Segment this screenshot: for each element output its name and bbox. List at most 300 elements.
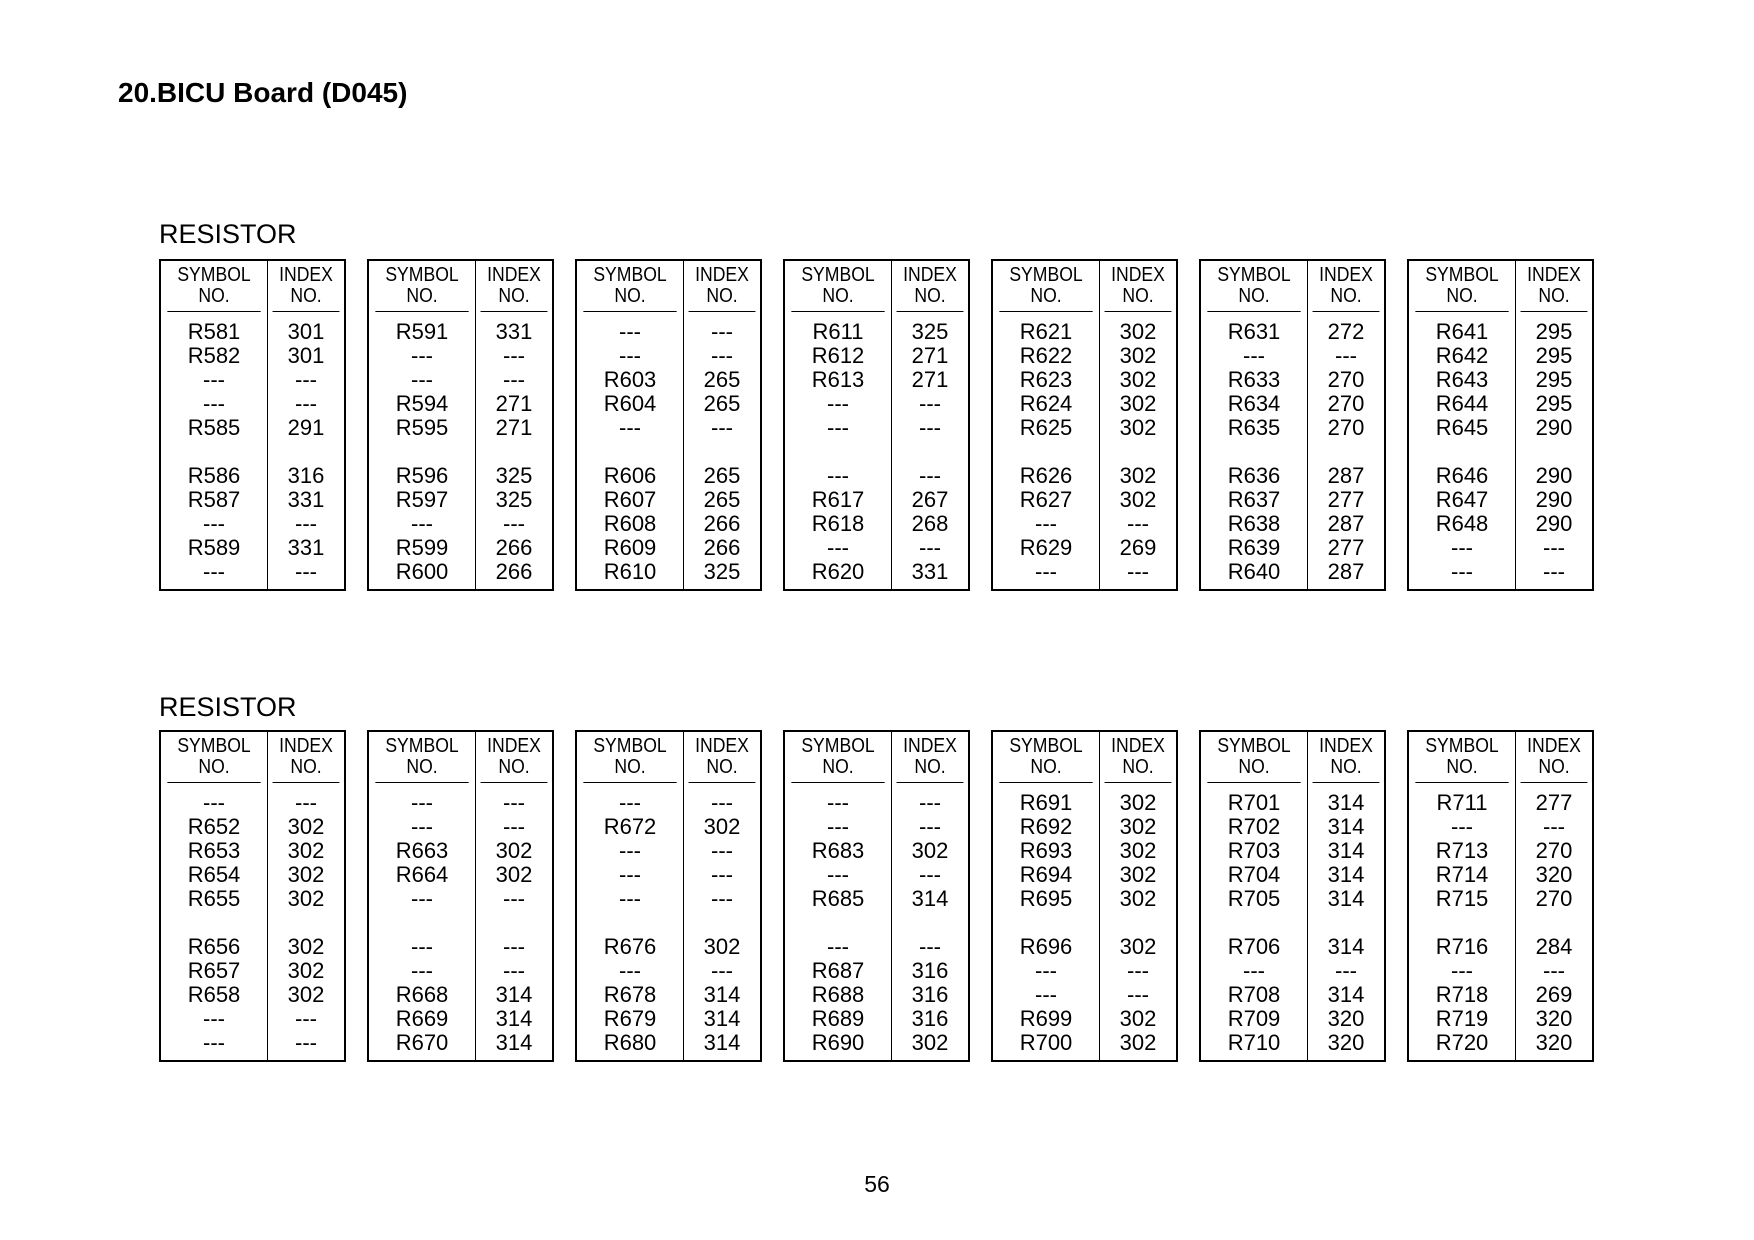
index-cell: 270: [1327, 391, 1365, 416]
symbol-cell: R716: [1435, 934, 1489, 959]
header-line: NO.: [290, 285, 322, 307]
symbol-cell: R608: [603, 511, 657, 536]
symbol-no-header: [791, 261, 884, 312]
symbol-no-header: [167, 732, 260, 783]
index-cell: ---: [503, 814, 525, 839]
index-cell: 302: [287, 958, 325, 983]
index-cell: ---: [1543, 814, 1565, 839]
symbol-column: [1409, 261, 1516, 589]
symbol-cell: R692: [1019, 814, 1073, 839]
index-cell: ---: [503, 934, 525, 959]
index-column: [476, 261, 552, 589]
parts-table: [575, 730, 762, 1062]
index-cell: 302: [1119, 415, 1157, 440]
symbol-cell: ---: [203, 1030, 225, 1055]
index-cell: 301: [287, 319, 325, 344]
header-line: NO.: [498, 756, 530, 778]
symbol-column: [785, 261, 892, 589]
parts-table: [159, 730, 346, 1062]
index-cell: 320: [1327, 1006, 1365, 1031]
index-cell: 314: [703, 1006, 741, 1031]
index-cell: 320: [1535, 862, 1573, 887]
index-cell: 269: [1119, 535, 1157, 560]
index-cell: 302: [911, 1030, 949, 1055]
symbol-cell: R696: [1019, 934, 1073, 959]
index-no-header: [1313, 261, 1380, 312]
symbol-cell: R658: [187, 982, 241, 1007]
symbol-column: [161, 732, 268, 1060]
index-cell: 316: [911, 1006, 949, 1031]
header-line: NO.: [1122, 756, 1154, 778]
symbol-cell: R706: [1227, 934, 1281, 959]
symbol-cell: ---: [1035, 958, 1057, 983]
symbol-column: [993, 732, 1100, 1060]
index-column: [1516, 732, 1592, 1060]
symbol-cell: R626: [1019, 463, 1073, 488]
symbol-cells: [161, 312, 267, 584]
symbol-cell: R663: [395, 838, 449, 863]
symbol-cell: R719: [1435, 1006, 1489, 1031]
index-cell: 331: [287, 535, 325, 560]
header-line: NO.: [1330, 756, 1362, 778]
symbol-cell: ---: [827, 934, 849, 959]
symbol-cell: ---: [619, 790, 641, 815]
symbol-cell: R646: [1435, 463, 1489, 488]
symbol-cell: R581: [187, 319, 241, 344]
symbol-cell: R633: [1227, 367, 1281, 392]
index-no-header: [897, 732, 964, 783]
index-no-header: [689, 732, 756, 783]
index-cell: ---: [1127, 559, 1149, 584]
symbol-cell: ---: [203, 1006, 225, 1031]
index-cells: [892, 783, 968, 1055]
symbol-cell: R653: [187, 838, 241, 863]
index-no-header: [1521, 261, 1588, 312]
index-cell: 302: [287, 982, 325, 1007]
header-line: SYMBOL: [385, 735, 459, 757]
index-cell: 295: [1535, 343, 1573, 368]
index-cell: 266: [703, 535, 741, 560]
symbol-cell: R624: [1019, 391, 1073, 416]
symbol-cell: R589: [187, 535, 241, 560]
index-cell: ---: [295, 1006, 317, 1031]
index-cell: 314: [1327, 838, 1365, 863]
header-line: INDEX: [903, 264, 957, 286]
symbol-cell: R705: [1227, 886, 1281, 911]
header-line: SYMBOL: [1009, 264, 1083, 286]
index-cell: 302: [1119, 463, 1157, 488]
index-column: [892, 261, 968, 589]
index-cell: ---: [711, 838, 733, 863]
symbol-cell: R585: [187, 415, 241, 440]
index-cells: [1516, 312, 1592, 584]
symbol-column: [577, 732, 684, 1060]
index-cell: 302: [495, 838, 533, 863]
parts-table: [575, 259, 762, 591]
symbol-column: [1201, 732, 1308, 1060]
index-cell: 290: [1535, 415, 1573, 440]
header-line: INDEX: [487, 735, 541, 757]
symbol-cell: R718: [1435, 982, 1489, 1007]
symbol-no-header: [999, 732, 1092, 783]
index-cell: 314: [1327, 862, 1365, 887]
index-cell: 302: [1119, 1030, 1157, 1055]
index-cell: 301: [287, 343, 325, 368]
symbol-cell: ---: [619, 862, 641, 887]
symbol-cell: R683: [811, 838, 865, 863]
symbol-cell: R610: [603, 559, 657, 584]
header-line: SYMBOL: [1425, 735, 1499, 757]
index-cell: 302: [1119, 487, 1157, 512]
index-no-header: [1105, 261, 1172, 312]
header-line: NO.: [1446, 285, 1478, 307]
index-cell: 302: [287, 814, 325, 839]
symbol-cells: [785, 312, 891, 584]
header-line: NO.: [614, 285, 646, 307]
index-cell: ---: [503, 886, 525, 911]
symbol-cell: R655: [187, 886, 241, 911]
index-no-header: [481, 732, 548, 783]
symbol-cell: R613: [811, 367, 865, 392]
symbol-cell: R596: [395, 463, 449, 488]
symbol-cell: R603: [603, 367, 657, 392]
index-cell: 266: [495, 535, 533, 560]
parts-table: [1199, 259, 1386, 591]
header-line: NO.: [1330, 285, 1362, 307]
header-line: NO.: [498, 285, 530, 307]
symbol-cells: [1409, 783, 1515, 1055]
symbol-cell: R710: [1227, 1030, 1281, 1055]
header-line: INDEX: [695, 735, 749, 757]
header-line: SYMBOL: [593, 735, 667, 757]
parts-table: [783, 730, 970, 1062]
index-cells: [684, 312, 760, 584]
header-line: NO.: [406, 285, 438, 307]
symbol-cell: R582: [187, 343, 241, 368]
index-cell: ---: [919, 391, 941, 416]
header-line: NO.: [290, 756, 322, 778]
index-cell: 302: [287, 862, 325, 887]
symbol-no-header: [791, 732, 884, 783]
header-line: SYMBOL: [593, 264, 667, 286]
symbol-cell: R715: [1435, 886, 1489, 911]
index-cell: 302: [287, 838, 325, 863]
index-no-header: [1105, 732, 1172, 783]
index-cell: 277: [1327, 535, 1365, 560]
index-cell: ---: [503, 958, 525, 983]
symbol-cell: R664: [395, 862, 449, 887]
header-line: INDEX: [1319, 735, 1373, 757]
index-column: [684, 732, 760, 1060]
index-cell: 302: [1119, 886, 1157, 911]
index-cells: [268, 783, 344, 1055]
index-cell: 266: [495, 559, 533, 584]
header-line: INDEX: [279, 264, 333, 286]
index-cell: ---: [711, 790, 733, 815]
symbol-cell: R691: [1019, 790, 1073, 815]
header-line: NO.: [1238, 285, 1270, 307]
header-line: SYMBOL: [177, 264, 251, 286]
index-cell: ---: [1127, 511, 1149, 536]
index-cell: ---: [919, 862, 941, 887]
index-cell: ---: [711, 343, 733, 368]
index-cell: ---: [1335, 343, 1357, 368]
index-cell: ---: [711, 415, 733, 440]
index-cell: 302: [703, 814, 741, 839]
index-cell: 290: [1535, 487, 1573, 512]
symbol-cell: ---: [827, 391, 849, 416]
header-line: SYMBOL: [1009, 735, 1083, 757]
symbol-column: [993, 261, 1100, 589]
index-cell: ---: [1543, 559, 1565, 584]
index-column: [268, 261, 344, 589]
index-cell: 314: [911, 886, 949, 911]
index-cell: 287: [1327, 463, 1365, 488]
symbol-cell: R620: [811, 559, 865, 584]
symbol-cell: R685: [811, 886, 865, 911]
symbol-no-header: [167, 261, 260, 312]
index-cells: [684, 783, 760, 1055]
symbol-cell: R637: [1227, 487, 1281, 512]
symbol-column: [161, 261, 268, 589]
symbol-cell: R695: [1019, 886, 1073, 911]
section-label-resistor: RESISTOR: [159, 692, 297, 722]
symbol-cell: R643: [1435, 367, 1489, 392]
symbol-no-header: [1415, 261, 1508, 312]
symbol-cell: ---: [827, 790, 849, 815]
index-cells: [1308, 312, 1384, 584]
symbol-no-header: [1207, 732, 1300, 783]
symbol-no-header: [583, 261, 676, 312]
symbol-cell: R657: [187, 958, 241, 983]
symbol-cell: ---: [1451, 535, 1473, 560]
symbol-cell: ---: [411, 958, 433, 983]
symbol-cell: ---: [619, 319, 641, 344]
symbol-cell: ---: [1035, 982, 1057, 1007]
header-line: NO.: [822, 756, 854, 778]
index-cells: [476, 783, 552, 1055]
index-cell: 302: [1119, 367, 1157, 392]
symbol-cell: R680: [603, 1030, 657, 1055]
symbol-cell: R599: [395, 535, 449, 560]
index-cell: 291: [287, 415, 325, 440]
index-cell: 267: [911, 487, 949, 512]
symbol-cell: R670: [395, 1030, 449, 1055]
index-cell: 270: [1327, 415, 1365, 440]
index-cell: 295: [1535, 319, 1573, 344]
index-cell: 277: [1535, 790, 1573, 815]
header-line: SYMBOL: [801, 735, 875, 757]
symbol-cell: R618: [811, 511, 865, 536]
header-line: SYMBOL: [1217, 264, 1291, 286]
symbol-cell: ---: [411, 814, 433, 839]
header-line: NO.: [914, 285, 946, 307]
symbol-column: [369, 732, 476, 1060]
resistor-tables-row: [159, 259, 1594, 591]
index-cell: 325: [911, 319, 949, 344]
index-cell: 320: [1535, 1030, 1573, 1055]
index-cell: ---: [919, 415, 941, 440]
symbol-cell: R604: [603, 391, 657, 416]
header-line: INDEX: [695, 264, 749, 286]
header-line: INDEX: [1527, 264, 1581, 286]
symbol-cell: ---: [619, 838, 641, 863]
index-cell: ---: [919, 463, 941, 488]
symbol-no-header: [1207, 261, 1300, 312]
index-cell: 320: [1327, 1030, 1365, 1055]
parts-table: [1407, 730, 1594, 1062]
index-cell: 314: [1327, 934, 1365, 959]
index-cell: ---: [503, 367, 525, 392]
symbol-cell: R622: [1019, 343, 1073, 368]
header-line: NO.: [1446, 756, 1478, 778]
index-cell: ---: [295, 391, 317, 416]
symbol-cell: ---: [619, 415, 641, 440]
symbol-cells: [369, 783, 475, 1055]
symbol-cell: R642: [1435, 343, 1489, 368]
symbol-cell: ---: [827, 415, 849, 440]
index-cell: ---: [919, 934, 941, 959]
symbol-cell: R612: [811, 343, 865, 368]
header-line: INDEX: [1111, 264, 1165, 286]
header-line: NO.: [706, 756, 738, 778]
index-cell: ---: [1335, 958, 1357, 983]
symbol-cell: R634: [1227, 391, 1281, 416]
index-no-header: [273, 732, 340, 783]
index-cell: 314: [1327, 814, 1365, 839]
index-column: [1516, 261, 1592, 589]
header-line: NO.: [914, 756, 946, 778]
symbol-cell: R711: [1436, 790, 1488, 815]
symbol-cell: R623: [1019, 367, 1073, 392]
symbol-cell: R586: [187, 463, 241, 488]
symbol-no-header: [375, 261, 468, 312]
index-cell: 331: [911, 559, 949, 584]
symbol-cell: R638: [1227, 511, 1281, 536]
symbol-cell: R702: [1227, 814, 1281, 839]
parts-table: [159, 259, 346, 591]
index-cell: 287: [1327, 559, 1365, 584]
symbol-cell: R714: [1435, 862, 1489, 887]
index-cell: 331: [287, 487, 325, 512]
symbol-cell: R629: [1019, 535, 1073, 560]
header-line: NO.: [1030, 756, 1062, 778]
index-cell: ---: [295, 511, 317, 536]
symbol-cell: R689: [811, 1006, 865, 1031]
index-cell: 265: [703, 367, 741, 392]
index-cell: 316: [287, 463, 325, 488]
symbol-cell: R645: [1435, 415, 1489, 440]
index-cell: ---: [711, 886, 733, 911]
index-cell: 320: [1535, 1006, 1573, 1031]
index-column: [1100, 261, 1176, 589]
index-cell: ---: [1543, 958, 1565, 983]
symbol-cells: [369, 312, 475, 584]
symbol-cell: R595: [395, 415, 449, 440]
symbol-cell: R644: [1435, 391, 1489, 416]
index-cell: 265: [703, 463, 741, 488]
symbol-cell: R625: [1019, 415, 1073, 440]
index-cell: 270: [1327, 367, 1365, 392]
page-title: 20.BICU Board (D045): [118, 77, 408, 108]
header-line: NO.: [198, 285, 230, 307]
symbol-column: [785, 732, 892, 1060]
symbol-cell: ---: [203, 391, 225, 416]
index-cell: 302: [1119, 838, 1157, 863]
header-line: NO.: [822, 285, 854, 307]
symbol-cell: ---: [1451, 958, 1473, 983]
index-cell: ---: [1127, 958, 1149, 983]
symbol-cell: R617: [811, 487, 865, 512]
header-line: NO.: [1238, 756, 1270, 778]
symbol-no-header: [375, 732, 468, 783]
index-cell: 270: [1535, 886, 1573, 911]
index-no-header: [1313, 732, 1380, 783]
symbol-cells: [161, 783, 267, 1055]
symbol-cell: R611: [812, 319, 864, 344]
symbol-cell: ---: [411, 367, 433, 392]
symbol-cell: R636: [1227, 463, 1281, 488]
index-cell: ---: [919, 790, 941, 815]
index-cell: 325: [495, 487, 533, 512]
section-label-resistor: RESISTOR: [159, 219, 297, 249]
symbol-cell: R701: [1227, 790, 1281, 815]
symbol-cell: R609: [603, 535, 657, 560]
index-column: [1308, 261, 1384, 589]
index-no-header: [481, 261, 548, 312]
symbol-cell: R656: [187, 934, 241, 959]
index-cell: 272: [1327, 319, 1365, 344]
symbol-cell: R647: [1435, 487, 1489, 512]
symbol-cell: ---: [1243, 958, 1265, 983]
index-cell: 271: [911, 343, 949, 368]
header-line: NO.: [706, 285, 738, 307]
header-line: SYMBOL: [1425, 264, 1499, 286]
symbol-cell: R591: [395, 319, 449, 344]
symbol-column: [1201, 261, 1308, 589]
index-cell: ---: [295, 790, 317, 815]
symbol-cell: R587: [187, 487, 241, 512]
symbol-cell: ---: [411, 790, 433, 815]
symbol-cell: R699: [1019, 1006, 1073, 1031]
header-line: INDEX: [903, 735, 957, 757]
symbol-cell: R594: [395, 391, 449, 416]
parts-table: [991, 259, 1178, 591]
symbol-cell: ---: [1451, 559, 1473, 584]
symbol-cell: ---: [619, 886, 641, 911]
index-cell: ---: [503, 511, 525, 536]
index-no-header: [689, 261, 756, 312]
symbol-cell: ---: [827, 814, 849, 839]
symbol-cell: R694: [1019, 862, 1073, 887]
index-cell: 314: [703, 1030, 741, 1055]
symbol-cells: [1201, 783, 1307, 1055]
index-cell: 302: [1119, 1006, 1157, 1031]
index-cell: ---: [919, 535, 941, 560]
index-cell: ---: [1127, 982, 1149, 1007]
index-column: [892, 732, 968, 1060]
index-cell: 314: [1327, 982, 1365, 1007]
symbol-cell: R600: [395, 559, 449, 584]
resistor-tables-row: [159, 730, 1594, 1062]
symbol-cells: [577, 783, 683, 1055]
parts-table: [367, 730, 554, 1062]
index-cell: 316: [911, 982, 949, 1007]
symbol-cell: ---: [827, 463, 849, 488]
symbol-cells: [993, 312, 1099, 584]
index-cell: 314: [495, 1030, 533, 1055]
index-cell: 295: [1535, 367, 1573, 392]
